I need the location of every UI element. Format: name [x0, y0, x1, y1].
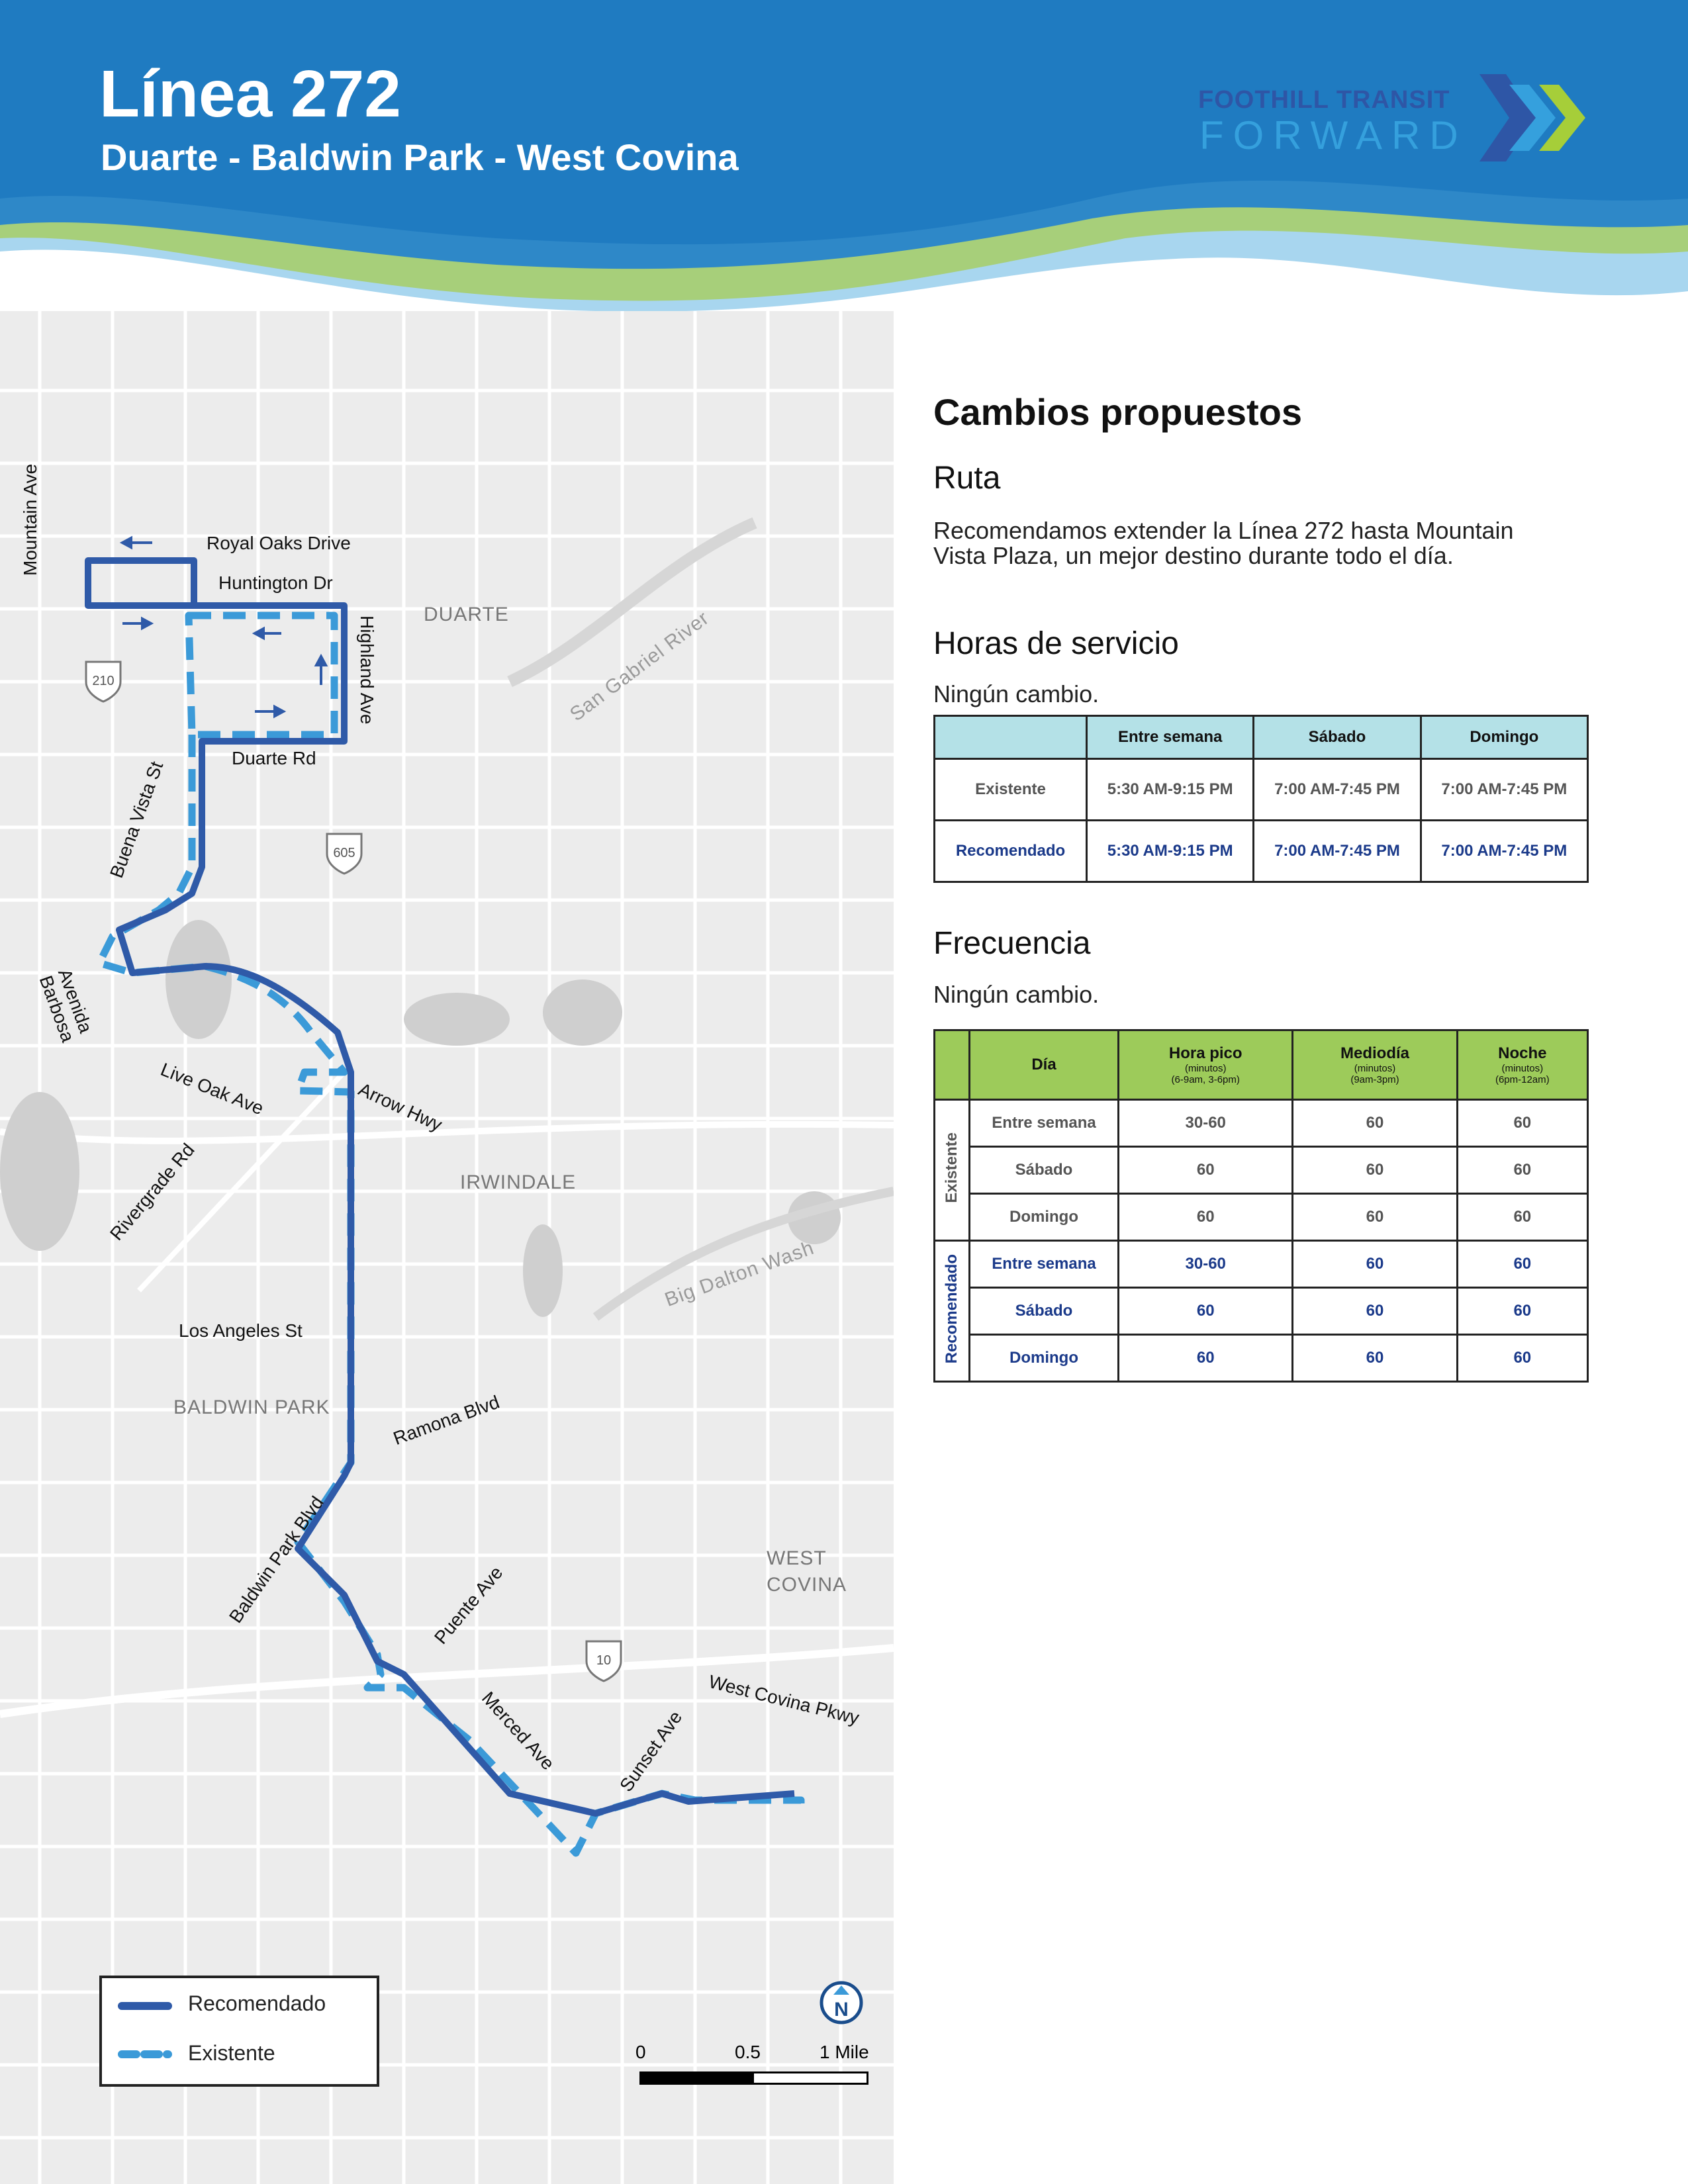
street-royal-oaks: Royal Oaks Drive	[207, 533, 351, 553]
street-highland-ave: Highland Ave	[357, 615, 377, 725]
hours-table	[933, 715, 1589, 883]
north-arrow-icon	[818, 1978, 870, 2030]
freq-col-peak-range: (6-9am, 3-6pm)	[1171, 1074, 1240, 1085]
hours-cell: 7:00 AM-7:45 PM	[1421, 821, 1587, 882]
freq-cell: 60	[1293, 1288, 1457, 1335]
street-mountain-ave: Mountain Ave	[20, 463, 40, 576]
page-title: Línea 272	[99, 57, 401, 131]
scale-half: 0.5	[735, 2042, 761, 2062]
freq-cell: 30-60	[1119, 1100, 1293, 1147]
freq-col-night-unit: (minutos)	[1501, 1063, 1544, 1074]
street-merced: Merced Ave	[477, 1688, 559, 1774]
table-row	[935, 1147, 1588, 1194]
city-west-covina-line1: WEST	[767, 1547, 827, 1569]
freq-cell: 60	[1293, 1194, 1457, 1241]
table-row	[935, 1194, 1588, 1241]
freq-col-night-range: (6pm-12am)	[1495, 1074, 1550, 1085]
street-duarte-rd: Duarte Rd	[232, 748, 316, 768]
logo-line-2: FORWARD	[1199, 113, 1468, 158]
legend-swatches	[115, 1978, 181, 2084]
hours-row-label: Existente	[935, 759, 1087, 821]
waterway-san-gabriel: San Gabriel River	[566, 607, 714, 726]
street-huntington: Huntington Dr	[218, 572, 333, 593]
city-duarte: DUARTE	[424, 604, 509, 625]
freq-cell: 60	[1293, 1335, 1457, 1382]
street-buena-vista: Buena Vista St	[106, 758, 167, 881]
panel-title: Cambios propuestos	[933, 391, 1302, 433]
legend-existing: Existente	[188, 2041, 275, 2065]
street-west-covina-pkwy: West Covina Pkwy	[706, 1671, 861, 1729]
freq-cell: 60	[1457, 1288, 1587, 1335]
city-irwindale: IRWINDALE	[460, 1171, 577, 1193]
freq-col-midday-unit: (minutos)	[1354, 1063, 1396, 1074]
city-west-covina-line2: COVINA	[767, 1574, 847, 1596]
street-puente: Puente Ave	[430, 1562, 507, 1648]
freq-day: Sábado	[970, 1288, 1119, 1335]
legend-recommended: Recomendado	[188, 1991, 326, 2015]
table-row	[935, 1335, 1588, 1382]
page-subtitle: Duarte - Baldwin Park - West Covina	[101, 136, 739, 178]
street-ramona: Ramona Blvd	[391, 1391, 502, 1449]
freq-day: Sábado	[970, 1147, 1119, 1194]
freq-cell: 60	[1293, 1147, 1457, 1194]
svg-text:605: 605	[333, 846, 355, 860]
freq-cell: 30-60	[1119, 1241, 1293, 1288]
freq-day: Domingo	[970, 1335, 1119, 1382]
freq-cell: 60	[1457, 1241, 1587, 1288]
freq-group-recommended: Recomendado	[935, 1241, 970, 1382]
freq-cell: 60	[1457, 1147, 1587, 1194]
waterway-big-dalton: Big Dalton Wash	[662, 1236, 818, 1312]
street-avenida-barbosa: Avenida Barbosa	[35, 966, 97, 1045]
freq-day: Entre semana	[970, 1100, 1119, 1147]
freq-col-night	[1457, 1030, 1587, 1100]
table-row	[935, 1288, 1588, 1335]
table-row	[935, 1241, 1588, 1288]
hours-heading: Horas de servicio	[933, 626, 1179, 661]
svg-text:210: 210	[92, 674, 115, 688]
route-map	[0, 311, 894, 2184]
freq-day: Domingo	[970, 1194, 1119, 1241]
street-rivergrade: Rivergrade Rd	[106, 1139, 199, 1244]
freq-cell: 60	[1119, 1335, 1293, 1382]
freq-col-peak-unit: (minutos)	[1184, 1063, 1227, 1074]
svg-text:10: 10	[596, 1653, 612, 1668]
freq-col-midday-range: (9am-3pm)	[1350, 1074, 1399, 1085]
freq-col-night-title: Noche	[1498, 1044, 1547, 1062]
freq-cell: 60	[1457, 1100, 1587, 1147]
freq-col-midday-title: Mediodía	[1340, 1044, 1410, 1062]
hours-cell: 7:00 AM-7:45 PM	[1421, 759, 1587, 821]
freq-cell: 60	[1293, 1100, 1457, 1147]
freq-cell: 60	[1119, 1147, 1293, 1194]
street-sunset: Sunset Ave	[616, 1707, 686, 1796]
freq-col-peak-title: Hora pico	[1168, 1044, 1243, 1062]
hours-col-weekday: Entre semana	[1087, 716, 1254, 759]
frequency-note: Ningún cambio.	[933, 981, 1100, 1008]
street-arrow-hwy: Arrow Hwy	[355, 1079, 445, 1136]
hours-col-sunday: Domingo	[1421, 716, 1587, 759]
table-row	[935, 821, 1588, 882]
hours-cell: 7:00 AM-7:45 PM	[1254, 759, 1421, 821]
scale-zero: 0	[635, 2042, 646, 2062]
freq-col-peak	[1119, 1030, 1293, 1100]
hours-cell: 7:00 AM-7:45 PM	[1254, 821, 1421, 882]
hours-col-saturday: Sábado	[1254, 716, 1421, 759]
freq-cell: 60	[1119, 1288, 1293, 1335]
freq-group-existing: Existente	[935, 1100, 970, 1241]
freq-day: Entre semana	[970, 1241, 1119, 1288]
city-baldwin-park: BALDWIN PARK	[173, 1396, 330, 1418]
street-baldwin-park-blvd: Baldwin Park Blvd	[225, 1492, 328, 1627]
route-heading: Ruta	[933, 461, 1001, 496]
foothill-transit-logo	[1198, 71, 1595, 164]
street-los-angeles: Los Angeles St	[179, 1320, 303, 1341]
freq-cell: 60	[1119, 1194, 1293, 1241]
hours-note: Ningún cambio.	[933, 680, 1100, 707]
hours-cell: 5:30 AM-9:15 PM	[1087, 759, 1254, 821]
map-canvas	[0, 311, 894, 2184]
hours-row-label: Recomendado	[935, 821, 1087, 882]
table-row	[935, 759, 1588, 821]
freq-col-day: Día	[970, 1030, 1119, 1100]
frequency-heading: Frecuencia	[933, 926, 1091, 961]
route-text: Recomendamos extender la Línea 272 hasta Mountain Vista Plaza, un mejor destino durante todo el día.	[933, 517, 1514, 569]
freq-cell: 60	[1457, 1335, 1587, 1382]
street-live-oak: Live Oak Ave	[158, 1059, 267, 1119]
hours-cell: 5:30 AM-9:15 PM	[1087, 821, 1254, 882]
freq-cell: 60	[1293, 1241, 1457, 1288]
svg-text:N: N	[834, 1999, 849, 2021]
map-legend	[99, 1976, 379, 2087]
scale-one: 1 Mile	[820, 2042, 869, 2062]
frequency-table	[933, 1029, 1589, 1383]
table-row	[935, 1100, 1588, 1147]
logo-chevrons-icon	[1479, 71, 1599, 164]
freq-cell: 60	[1457, 1194, 1587, 1241]
logo-line-1: FOOTHILL TRANSIT	[1198, 86, 1450, 114]
freq-col-midday	[1293, 1030, 1457, 1100]
